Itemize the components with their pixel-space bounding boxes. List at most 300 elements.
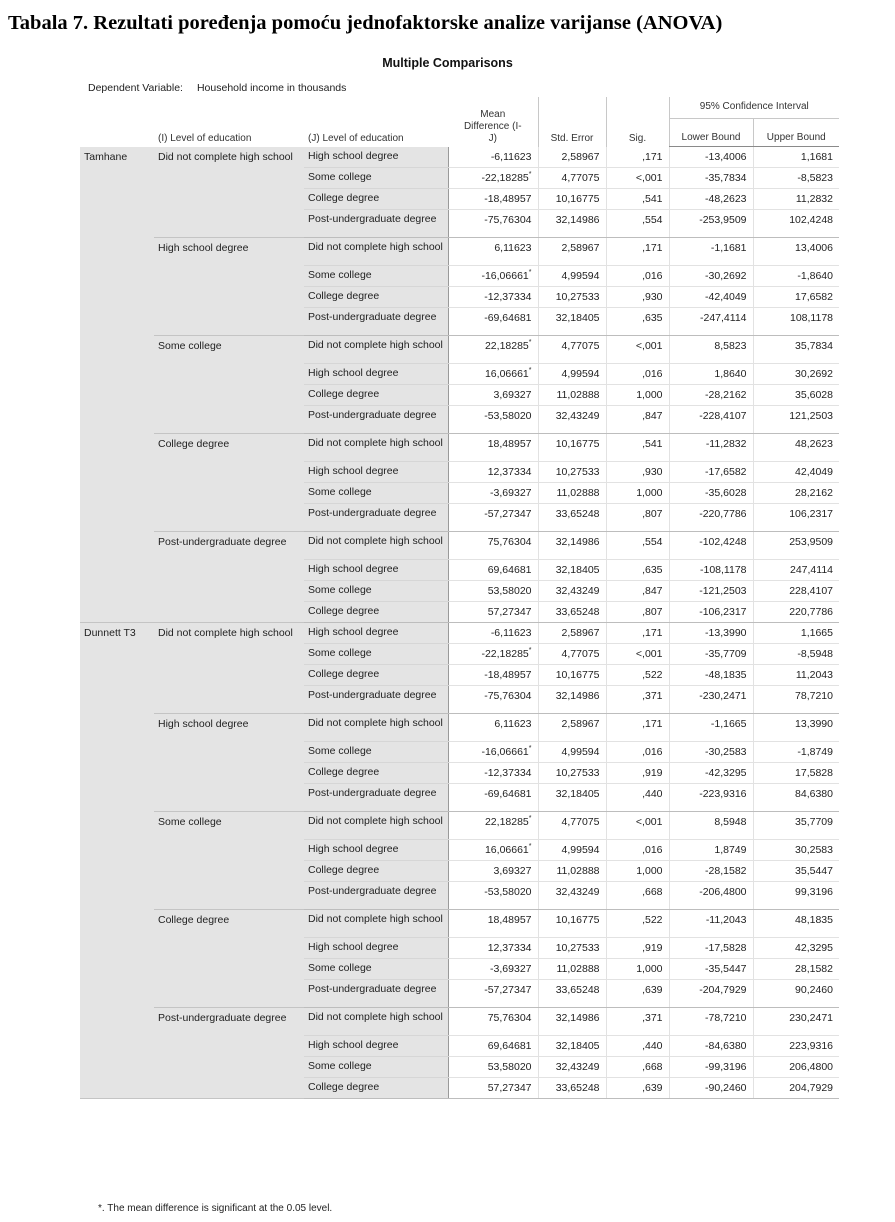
- sig-cell: ,541: [606, 434, 669, 462]
- std-error-cell: 32,18405: [538, 308, 606, 336]
- std-error-cell: 2,58967: [538, 623, 606, 644]
- j-level-cell: Post-undergraduate degree: [304, 980, 448, 1008]
- lower-bound-cell: -108,1178: [669, 560, 753, 581]
- std-error-cell: 11,02888: [538, 385, 606, 406]
- std-error-cell: 32,18405: [538, 1036, 606, 1057]
- lower-bound-cell: -17,6582: [669, 462, 753, 483]
- mean-difference-cell: [448, 210, 538, 238]
- std-error-cell: 4,99594: [538, 840, 606, 861]
- upper-bound-cell: 253,9509: [753, 532, 839, 560]
- j-level-cell: Some college: [304, 483, 448, 504]
- lower-bound-cell: -35,5447: [669, 959, 753, 980]
- j-level-cell: Post-undergraduate degree: [304, 308, 448, 336]
- std-error-cell: 2,58967: [538, 238, 606, 266]
- j-level-cell: Did not complete high school: [304, 532, 448, 560]
- std-error-cell: 32,43249: [538, 1057, 606, 1078]
- table-footnote: *. The mean difference is significant at the 0.05 level.: [98, 1203, 333, 1214]
- lower-bound-cell: -102,4248: [669, 532, 753, 560]
- table-row: [80, 714, 839, 742]
- lower-bound-cell: -13,4006: [669, 147, 753, 168]
- sig-cell: ,930: [606, 287, 669, 308]
- mean-difference-cell: [448, 532, 538, 560]
- upper-bound-cell: -1,8640: [753, 266, 839, 287]
- lower-bound-cell: -13,3990: [669, 623, 753, 644]
- i-level-cell: Some college: [154, 336, 304, 434]
- std-error-cell: 32,14986: [538, 532, 606, 560]
- upper-bound-cell: 121,2503: [753, 406, 839, 434]
- multiple-comparisons-table: [80, 97, 839, 1099]
- upper-bound-cell: 228,4107: [753, 581, 839, 602]
- sig-cell: ,639: [606, 980, 669, 1008]
- j-level-cell: Some college: [304, 168, 448, 189]
- dependent-variable-value: Household income in thousands: [196, 82, 347, 94]
- std-error-cell: 32,43249: [538, 882, 606, 910]
- mean-difference-value: 12,37334: [487, 942, 532, 954]
- i-level-cell: Post-undergraduate degree: [154, 532, 304, 623]
- mean-difference-value: 69,64681: [487, 564, 532, 576]
- mean-difference-value: -3,69327: [490, 963, 532, 975]
- j-level-cell: High school degree: [304, 938, 448, 959]
- mean-difference-cell: [448, 910, 538, 938]
- sig-cell: ,440: [606, 784, 669, 812]
- mean-difference-cell: [448, 784, 538, 812]
- sig-cell: ,016: [606, 840, 669, 861]
- mean-difference-value: 75,76304: [487, 1012, 532, 1024]
- significance-marker: *: [528, 367, 532, 374]
- std-error-cell: 10,27533: [538, 287, 606, 308]
- mean-difference-value: 18,48957: [487, 914, 532, 926]
- mean-difference-value: -69,64681: [484, 788, 532, 800]
- mean-difference-value: 22,18285: [484, 816, 529, 828]
- header-std-error: Std. Error: [538, 97, 606, 147]
- i-level-cell: Did not complete high school: [154, 147, 304, 238]
- sig-cell: ,807: [606, 602, 669, 623]
- std-error-cell: 10,16775: [538, 189, 606, 210]
- mean-difference-cell: [448, 763, 538, 784]
- table-row: [80, 812, 839, 840]
- lower-bound-cell: -35,7709: [669, 644, 753, 665]
- std-error-cell: 32,14986: [538, 1008, 606, 1036]
- j-level-cell: Post-undergraduate degree: [304, 882, 448, 910]
- mean-difference-value: -16,06661: [481, 746, 529, 758]
- std-error-cell: 11,02888: [538, 861, 606, 882]
- std-error-cell: 32,18405: [538, 784, 606, 812]
- mean-difference-value: -57,27347: [484, 984, 532, 996]
- mean-difference-value: 53,58020: [487, 585, 532, 597]
- mean-difference-value: -22,18285: [481, 648, 529, 660]
- sig-cell: ,522: [606, 665, 669, 686]
- sig-cell: ,639: [606, 1078, 669, 1099]
- upper-bound-cell: 223,9316: [753, 1036, 839, 1057]
- document-title: Tabala 7. Rezultati poređenja pomoću jednofaktorske analize varijanse (ANOVA): [8, 12, 723, 34]
- upper-bound-cell: 1,1681: [753, 147, 839, 168]
- j-level-cell: High school degree: [304, 1036, 448, 1057]
- upper-bound-cell: 48,1835: [753, 910, 839, 938]
- std-error-cell: 4,99594: [538, 742, 606, 763]
- std-error-cell: 10,27533: [538, 763, 606, 784]
- mean-difference-value: 57,27347: [487, 1082, 532, 1094]
- std-error-cell: 32,43249: [538, 581, 606, 602]
- table-row: [80, 434, 839, 462]
- mean-difference-cell: [448, 483, 538, 504]
- sig-cell: <,001: [606, 168, 669, 189]
- std-error-cell: 4,77075: [538, 812, 606, 840]
- lower-bound-cell: -220,7786: [669, 504, 753, 532]
- sig-cell: 1,000: [606, 861, 669, 882]
- i-level-cell: High school degree: [154, 714, 304, 812]
- j-level-cell: High school degree: [304, 364, 448, 385]
- lower-bound-cell: -228,4107: [669, 406, 753, 434]
- j-level-cell: High school degree: [304, 560, 448, 581]
- i-level-cell: College degree: [154, 910, 304, 1008]
- mean-difference-value: -69,64681: [484, 312, 532, 324]
- mean-difference-cell: [448, 287, 538, 308]
- mean-difference-cell: [448, 308, 538, 336]
- sig-cell: <,001: [606, 644, 669, 665]
- mean-difference-cell: [448, 147, 538, 168]
- mean-difference-value: -22,18285: [481, 172, 529, 184]
- j-level-cell: Did not complete high school: [304, 910, 448, 938]
- j-level-cell: College degree: [304, 665, 448, 686]
- sig-cell: ,847: [606, 406, 669, 434]
- upper-bound-cell: 48,2623: [753, 434, 839, 462]
- lower-bound-cell: -106,2317: [669, 602, 753, 623]
- std-error-cell: 4,77075: [538, 644, 606, 665]
- sig-cell: ,371: [606, 1008, 669, 1036]
- std-error-cell: 10,27533: [538, 462, 606, 483]
- sig-cell: <,001: [606, 812, 669, 840]
- sig-cell: ,171: [606, 714, 669, 742]
- mean-difference-cell: [448, 238, 538, 266]
- mean-difference-value: -6,11623: [490, 150, 532, 163]
- sig-cell: ,668: [606, 882, 669, 910]
- mean-difference-value: 6,11623: [494, 242, 532, 254]
- mean-difference-cell: [448, 336, 538, 364]
- mean-difference-value: 75,76304: [487, 536, 532, 548]
- upper-bound-cell: 220,7786: [753, 602, 839, 623]
- header-ci-group: 95% Confidence Interval: [669, 97, 839, 119]
- j-level-cell: Did not complete high school: [304, 1008, 448, 1036]
- upper-bound-cell: 78,7210: [753, 686, 839, 714]
- lower-bound-cell: -99,3196: [669, 1057, 753, 1078]
- std-error-cell: 10,16775: [538, 665, 606, 686]
- lower-bound-cell: -35,7834: [669, 168, 753, 189]
- mean-difference-cell: [448, 560, 538, 581]
- mean-difference-cell: [448, 714, 538, 742]
- sig-cell: ,522: [606, 910, 669, 938]
- sig-cell: ,554: [606, 532, 669, 560]
- header-lower-bound: Lower Bound: [669, 119, 753, 147]
- significance-marker: *: [528, 339, 532, 346]
- j-level-cell: College degree: [304, 763, 448, 784]
- lower-bound-cell: -28,2162: [669, 385, 753, 406]
- sig-cell: ,016: [606, 266, 669, 287]
- table-row: [80, 910, 839, 938]
- upper-bound-cell: 1,1665: [753, 623, 839, 644]
- mean-difference-cell: [448, 1036, 538, 1057]
- sig-cell: ,635: [606, 560, 669, 581]
- std-error-cell: 2,58967: [538, 147, 606, 168]
- upper-bound-cell: 35,7834: [753, 336, 839, 364]
- lower-bound-cell: -42,3295: [669, 763, 753, 784]
- upper-bound-cell: 247,4114: [753, 560, 839, 581]
- mean-difference-cell: [448, 742, 538, 763]
- upper-bound-cell: 230,2471: [753, 1008, 839, 1036]
- mean-difference-value: -75,76304: [484, 690, 532, 702]
- significance-marker: *: [528, 815, 532, 822]
- i-level-cell: Post-undergraduate degree: [154, 1008, 304, 1099]
- std-error-cell: 32,43249: [538, 406, 606, 434]
- j-level-cell: College degree: [304, 861, 448, 882]
- j-level-cell: Did not complete high school: [304, 714, 448, 742]
- upper-bound-cell: 28,2162: [753, 483, 839, 504]
- mean-difference-cell: [448, 1057, 538, 1078]
- j-level-cell: Some college: [304, 581, 448, 602]
- mean-difference-value: 53,58020: [487, 1061, 532, 1073]
- mean-difference-cell: [448, 504, 538, 532]
- lower-bound-cell: -247,4114: [669, 308, 753, 336]
- j-level-cell: Did not complete high school: [304, 336, 448, 364]
- significance-marker: *: [528, 171, 532, 178]
- mean-difference-cell: [448, 686, 538, 714]
- sig-cell: ,171: [606, 147, 669, 168]
- mean-difference-cell: [448, 1078, 538, 1099]
- significance-marker: *: [528, 745, 532, 752]
- lower-bound-cell: -230,2471: [669, 686, 753, 714]
- mean-difference-value: 12,37334: [487, 466, 532, 478]
- sig-cell: ,371: [606, 686, 669, 714]
- table-row: [80, 532, 839, 560]
- std-error-cell: 4,99594: [538, 266, 606, 287]
- upper-bound-cell: 35,6028: [753, 385, 839, 406]
- lower-bound-cell: -42,4049: [669, 287, 753, 308]
- j-level-cell: Post-undergraduate degree: [304, 504, 448, 532]
- upper-bound-cell: 204,7929: [753, 1078, 839, 1099]
- j-level-cell: Some college: [304, 959, 448, 980]
- std-error-cell: 4,77075: [538, 168, 606, 189]
- table-body: [80, 147, 839, 1099]
- mean-difference-value: -53,58020: [484, 410, 532, 422]
- header-sig: Sig.: [606, 97, 669, 147]
- j-level-cell: Did not complete high school: [304, 238, 448, 266]
- mean-difference-cell: [448, 623, 538, 644]
- lower-bound-cell: -11,2043: [669, 910, 753, 938]
- upper-bound-cell: 42,4049: [753, 462, 839, 483]
- lower-bound-cell: -28,1582: [669, 861, 753, 882]
- lower-bound-cell: 1,8640: [669, 364, 753, 385]
- mean-difference-value: 18,48957: [487, 438, 532, 450]
- dependent-variable: [88, 82, 346, 94]
- std-error-cell: 11,02888: [538, 959, 606, 980]
- j-level-cell: College degree: [304, 385, 448, 406]
- i-level-cell: High school degree: [154, 238, 304, 336]
- header-i-level: (I) Level of education: [154, 97, 304, 147]
- mean-difference-value: -12,37334: [484, 767, 532, 779]
- j-level-cell: College degree: [304, 287, 448, 308]
- table-row: [80, 238, 839, 266]
- table-row: [80, 147, 839, 168]
- mean-difference-cell: [448, 266, 538, 287]
- sig-cell: ,919: [606, 938, 669, 959]
- upper-bound-cell: 11,2832: [753, 189, 839, 210]
- mean-difference-value: 22,18285: [484, 340, 529, 352]
- std-error-cell: 10,16775: [538, 434, 606, 462]
- mean-difference-cell: [448, 938, 538, 959]
- mean-difference-cell: [448, 581, 538, 602]
- sig-cell: ,016: [606, 742, 669, 763]
- mean-difference-value: 6,11623: [494, 718, 532, 730]
- mean-difference-cell: [448, 189, 538, 210]
- mean-difference-cell: [448, 644, 538, 665]
- j-level-cell: Some college: [304, 266, 448, 287]
- table-row: [80, 623, 839, 644]
- lower-bound-cell: -84,6380: [669, 1036, 753, 1057]
- mean-difference-value: -12,37334: [484, 291, 532, 303]
- std-error-cell: 4,99594: [538, 364, 606, 385]
- mean-difference-cell: [448, 882, 538, 910]
- lower-bound-cell: 8,5823: [669, 336, 753, 364]
- j-level-cell: High school degree: [304, 462, 448, 483]
- j-level-cell: College degree: [304, 189, 448, 210]
- upper-bound-cell: 17,6582: [753, 287, 839, 308]
- upper-bound-cell: 42,3295: [753, 938, 839, 959]
- sig-cell: ,807: [606, 504, 669, 532]
- lower-bound-cell: 1,8749: [669, 840, 753, 861]
- j-level-cell: High school degree: [304, 623, 448, 644]
- upper-bound-cell: 28,1582: [753, 959, 839, 980]
- significance-marker: *: [528, 843, 532, 850]
- table-title: Multiple Comparisons: [382, 56, 513, 70]
- significance-marker: *: [528, 647, 532, 654]
- mean-difference-value: 3,69327: [493, 865, 532, 877]
- j-level-cell: Some college: [304, 644, 448, 665]
- j-level-cell: Some college: [304, 1057, 448, 1078]
- upper-bound-cell: 84,6380: [753, 784, 839, 812]
- significance-marker: *: [528, 269, 532, 276]
- j-level-cell: High school degree: [304, 840, 448, 861]
- sig-cell: ,171: [606, 623, 669, 644]
- std-error-cell: 32,14986: [538, 686, 606, 714]
- mean-difference-cell: [448, 980, 538, 1008]
- mean-difference-cell: [448, 434, 538, 462]
- table-row: [80, 1008, 839, 1036]
- sig-cell: <,001: [606, 336, 669, 364]
- sig-cell: 1,000: [606, 385, 669, 406]
- mean-difference-value: -18,48957: [484, 669, 532, 681]
- header-upper-bound: Upper Bound: [753, 119, 839, 147]
- std-error-cell: 33,65248: [538, 602, 606, 623]
- upper-bound-cell: -8,5823: [753, 168, 839, 189]
- lower-bound-cell: -90,2460: [669, 1078, 753, 1099]
- mean-difference-value: 16,06661: [484, 368, 529, 380]
- std-error-cell: 4,77075: [538, 336, 606, 364]
- sig-cell: ,016: [606, 364, 669, 385]
- upper-bound-cell: -8,5948: [753, 644, 839, 665]
- j-level-cell: Post-undergraduate degree: [304, 686, 448, 714]
- lower-bound-cell: -204,7929: [669, 980, 753, 1008]
- j-level-cell: High school degree: [304, 147, 448, 168]
- sig-cell: ,668: [606, 1057, 669, 1078]
- j-level-cell: Did not complete high school: [304, 812, 448, 840]
- lower-bound-cell: -35,6028: [669, 483, 753, 504]
- dependent-variable-label: Dependent Variable:: [88, 82, 183, 94]
- mean-difference-value: -57,27347: [484, 508, 532, 520]
- upper-bound-cell: 108,1178: [753, 308, 839, 336]
- mean-difference-cell: [448, 840, 538, 861]
- header-j-level: (J) Level of education: [304, 97, 448, 147]
- upper-bound-cell: 102,4248: [753, 210, 839, 238]
- mean-difference-cell: [448, 364, 538, 385]
- lower-bound-cell: -78,7210: [669, 1008, 753, 1036]
- mean-difference-value: 16,06661: [484, 844, 529, 856]
- lower-bound-cell: -253,9509: [669, 210, 753, 238]
- mean-difference-cell: [448, 406, 538, 434]
- lower-bound-cell: -1,1681: [669, 238, 753, 266]
- method-cell: Dunnett T3: [80, 623, 154, 1099]
- upper-bound-cell: 30,2583: [753, 840, 839, 861]
- mean-difference-cell: [448, 1008, 538, 1036]
- j-level-cell: College degree: [304, 602, 448, 623]
- header-mean-difference: Mean Difference (I-J): [448, 97, 538, 147]
- sig-cell: ,554: [606, 210, 669, 238]
- std-error-cell: 33,65248: [538, 1078, 606, 1099]
- mean-difference-cell: [448, 168, 538, 189]
- j-level-cell: Post-undergraduate degree: [304, 784, 448, 812]
- mean-difference-cell: [448, 462, 538, 483]
- upper-bound-cell: -1,8749: [753, 742, 839, 763]
- lower-bound-cell: 8,5948: [669, 812, 753, 840]
- mean-difference-value: -53,58020: [484, 886, 532, 898]
- upper-bound-cell: 106,2317: [753, 504, 839, 532]
- lower-bound-cell: -223,9316: [669, 784, 753, 812]
- j-level-cell: Did not complete high school: [304, 434, 448, 462]
- mean-difference-value: -6,11623: [490, 627, 532, 639]
- method-cell: Tamhane: [80, 147, 154, 623]
- sig-cell: ,440: [606, 1036, 669, 1057]
- lower-bound-cell: -1,1665: [669, 714, 753, 742]
- sig-cell: ,847: [606, 581, 669, 602]
- upper-bound-cell: 30,2692: [753, 364, 839, 385]
- lower-bound-cell: -17,5828: [669, 938, 753, 959]
- lower-bound-cell: -48,1835: [669, 665, 753, 686]
- std-error-cell: 10,16775: [538, 910, 606, 938]
- upper-bound-cell: 11,2043: [753, 665, 839, 686]
- upper-bound-cell: 99,3196: [753, 882, 839, 910]
- sig-cell: ,919: [606, 763, 669, 784]
- upper-bound-cell: 17,5828: [753, 763, 839, 784]
- i-level-cell: College degree: [154, 434, 304, 532]
- std-error-cell: 10,27533: [538, 938, 606, 959]
- lower-bound-cell: -206,4800: [669, 882, 753, 910]
- mean-difference-cell: [448, 385, 538, 406]
- std-error-cell: 32,14986: [538, 210, 606, 238]
- mean-difference-cell: [448, 959, 538, 980]
- mean-difference-value: -75,76304: [484, 214, 532, 226]
- sig-cell: ,635: [606, 308, 669, 336]
- upper-bound-cell: 206,4800: [753, 1057, 839, 1078]
- upper-bound-cell: 13,4006: [753, 238, 839, 266]
- header-method: [80, 97, 154, 147]
- mean-difference-value: 57,27347: [487, 606, 532, 618]
- sig-cell: ,171: [606, 238, 669, 266]
- sig-cell: ,541: [606, 189, 669, 210]
- j-level-cell: Post-undergraduate degree: [304, 406, 448, 434]
- upper-bound-cell: 13,3990: [753, 714, 839, 742]
- mean-difference-value: 3,69327: [493, 389, 532, 401]
- upper-bound-cell: 35,5447: [753, 861, 839, 882]
- mean-difference-value: 69,64681: [487, 1040, 532, 1052]
- mean-difference-cell: [448, 602, 538, 623]
